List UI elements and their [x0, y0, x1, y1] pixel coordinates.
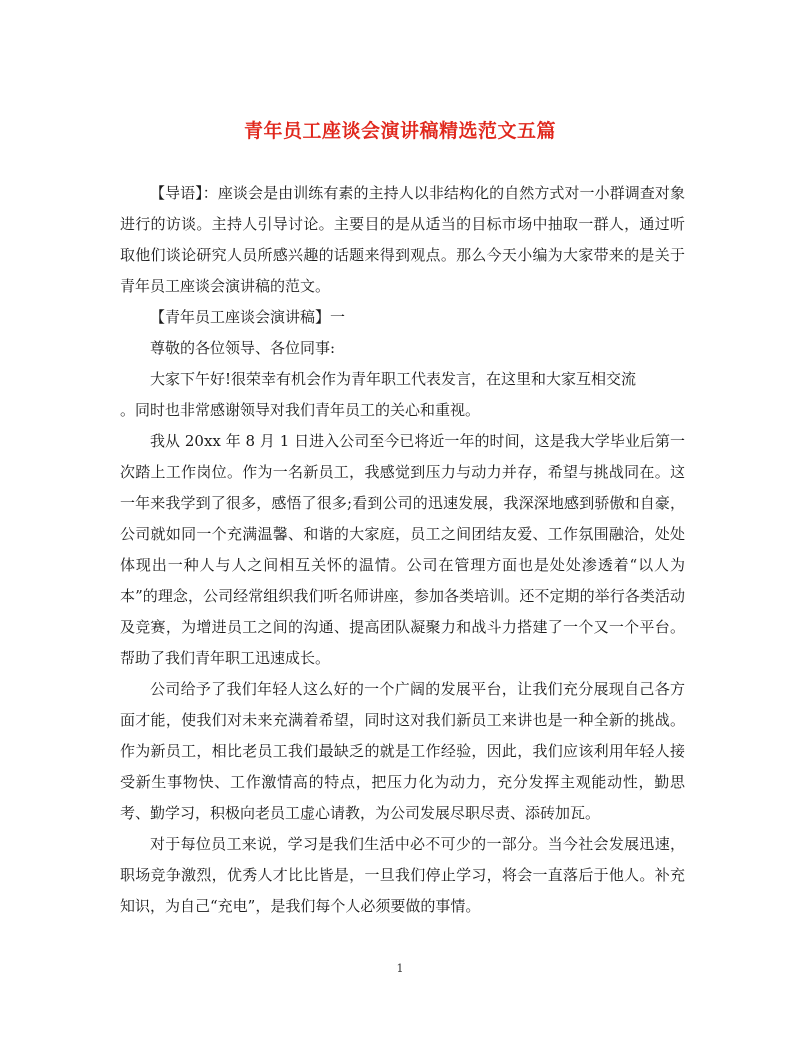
body-paragraph: 公司给予了我们年轻人这么好的一个广阔的发展平台，让我们充分展现自己各方面才能，使我们对未来充满着希望，同时这对我们新员工来讲也是一种全新的挑战。作为新员工，相比老员工我们最缺乏的就是工作经验，因此，我们应该利用年轻人接受新生事物快、工作激情高的特点，把压力化为动力，充分发挥主观能动性，勤思考、勤学习，积极向老员工虚心请教，为公司发展尽职尽责、添砖加瓦。	[120, 680, 685, 822]
intro-paragraph: 【导语】：座谈会是由训练有素的主持人以非结构化的自然方式对一小群调查对象进行的访谈。主持人引导讨论。主要目的是从适当的目标市场中抽取一群人，通过听取他们谈论研究人员所感兴趣的话题来得到观点。那么今天小编为大家带来的是关于青年员工座谈会演讲稿的范文。	[120, 184, 685, 295]
body-paragraph: 我从 20xx 年 8 月 1 日进入公司至今已将近一年的时间，这是我大学毕业后第一次踏上工作岗位。作为一名新员工，我感觉到压力与动力并存，希望与挑战同在。这一年来我学到了很多，感悟了很多;看到公司的迅速发展，我深深地感到骄傲和自豪，公司就如同一个充满温馨、和谐的大家庭，员工之间团结友爱、工作氛围融洽，处处体现出一种人与人之间相互关怀的温情。公司在管理方面也是处处渗透着“以人为本”的理念，公司经常组织我们听名师讲座，参加各类培训。还不定期的举行各类活动及竞赛，为增进员工之间的沟通、提高团队凝聚力和战斗力搭建了一个又一个平台。帮助了我们青年职工迅速成长。	[120, 432, 685, 667]
document-title: 青年员工座谈会演讲稿精选范文五篇	[243, 120, 556, 142]
body-paragraph: 对于每位员工来说，学习是我们生活中必不可少的一部分。当今社会发展迅速，职场竞争激烈，优秀人才比比皆是，一旦我们停止学习，将会一直落后于他人。补充知识，为自己“充电”，是我们每个人必须要做的事情。	[120, 835, 685, 915]
greeting-paragraph: 大家下午好!很荣幸有机会作为青年职工代表发言，在这里和大家互相交流	[150, 370, 637, 388]
page-number: 1	[396, 962, 404, 975]
document-body	[120, 178, 685, 922]
section-heading: 【青年员工座谈会演讲稿】一	[150, 308, 346, 326]
greeting-continuation: 。同时也非常感谢领导对我们青年员工的关心和重视。	[120, 401, 481, 419]
salutation: 尊敬的各位领导、各位同事:	[150, 339, 336, 357]
